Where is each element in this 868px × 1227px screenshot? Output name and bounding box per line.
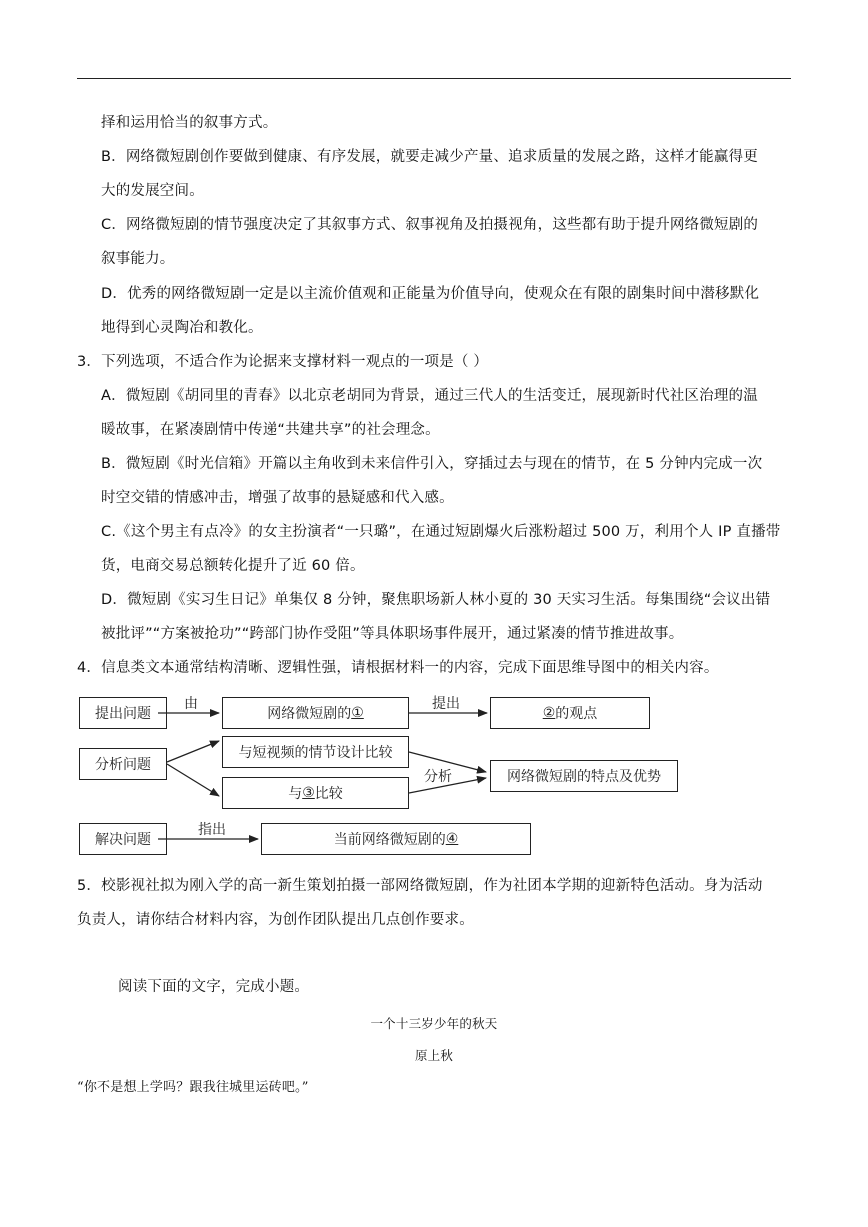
box-micro-drama-blank-1 [222, 697, 409, 729]
arrow-label-point-out: 指出 [198, 822, 226, 838]
text-line: 负责人，请你结合材料内容，为创作团队提出几点创作要求。 [77, 912, 474, 928]
box-label: 网络微短剧的特点及优势 [507, 769, 661, 785]
option-d-line: D．优秀的网络微短剧一定是以主流价值观和正能量为价值导向，使观众在有限的剧集时间中潜移默化 [101, 286, 760, 302]
arrow-label-propose: 提出 [432, 696, 460, 712]
q3-option-b: B．微短剧《时光信箱》开篇以主角收到未来信件引入，穿插过去与现在的情节，在 5 分钟内完成一次 [101, 456, 763, 472]
box-label: 提出问题 [95, 706, 151, 722]
box-label: 解决问题 [95, 832, 151, 848]
box-compare-blank-3 [222, 777, 409, 809]
box-label: 分析问题 [95, 757, 151, 773]
question-5: 5．校影视社拟为刚入学的高一新生策划拍摄一部网络微短剧，作为社团本学期的迎新特色活动。身为活动 [77, 878, 763, 894]
blank-2: ② [542, 705, 556, 721]
text-line: 叙事能力。 [101, 251, 175, 267]
box-features-advantages [490, 760, 678, 792]
q3-option-d: D．微短剧《实习生日记》单集仅 8 分钟，聚焦职场新人林小夏的 30 天实习生活。每集围绕“会议出错 [101, 592, 771, 608]
reading-instruction: 阅读下面的文字，完成小题。 [118, 979, 310, 995]
text-line: 被批评”“方案被抢功”“跨部门协作受阻”等具体职场事件展开，通过紧凑的情节推进故事。 [101, 626, 684, 642]
option-b-line: B．网络微短剧创作要做到健康、有序发展，就要走减少产量、追求质量的发展之路，这样才能赢得更 [101, 149, 758, 165]
box-viewpoint [490, 697, 650, 729]
box-label: 与短视频的情节设计比较 [238, 745, 393, 761]
box-solve-problem [79, 823, 167, 855]
story-author: 原上秋 [414, 1048, 454, 1063]
story-first-line: “你不是想上学吗？跟我往城里运砖吧。” [77, 1080, 309, 1095]
q3-option-a: A．微短剧《胡同里的青春》以北京老胡同为背景，通过三代人的生活变迁，展现新时代社区治理的温 [101, 388, 758, 404]
box-label: 比较 [314, 786, 343, 802]
arrow-label-analysis: 分析 [424, 769, 452, 785]
box-label: 与 [288, 786, 303, 802]
arrow-analyze-down [167, 764, 219, 796]
question-3: 3．下列选项，不适合作为论据来支撑材料一观点的一项是（ ） [77, 354, 489, 370]
text-line: 大的发展空间。 [101, 183, 204, 199]
box-compare-short-video [222, 736, 409, 768]
question-4: 4．信息类文本通常结构清晰、逻辑性强，请根据材料一的内容，完成下面思维导图中的相关内容。 [77, 660, 719, 676]
box-raise-problem [79, 697, 167, 729]
blank-4: ④ [445, 831, 459, 847]
text-line: 暖故事，在紧凑剧情中传递“共建共享”的社会理念。 [101, 422, 440, 438]
box-current-blank-4 [261, 823, 531, 855]
arrow-analyze-up [167, 741, 219, 762]
box-analyze-problem [79, 748, 167, 780]
option-c-line: C．网络微短剧的情节强度决定了其叙事方式、叙事视角及拍摄视角，这些都有助于提升网络微短剧的 [101, 217, 759, 233]
text-line: 择和运用恰当的叙事方式。 [101, 115, 278, 131]
blank-1: ① [351, 705, 364, 721]
text-line: 货，电商交易总额转化提升了近 60 倍。 [101, 558, 365, 574]
text-line: 地得到心灵陶冶和教化。 [101, 320, 263, 336]
box-label: 网络微短剧的 [267, 706, 352, 722]
text-line: 时空交错的情感冲击，增强了故事的悬疑感和代入感。 [101, 490, 454, 506]
box-label: 当前网络微短剧的 [333, 832, 446, 848]
arrow-label-by: 由 [184, 696, 198, 712]
blank-3: ③ [302, 785, 315, 801]
box-label: 的观点 [555, 706, 598, 722]
q3-option-c: C.《这个男主有点冷》的女主扮演者“一只璐”，在通过短剧爆火后涨粉超过 500 万，利用个人 IP 直播带 [101, 524, 781, 540]
story-title: 一个十三岁少年的秋天 [370, 1016, 498, 1031]
